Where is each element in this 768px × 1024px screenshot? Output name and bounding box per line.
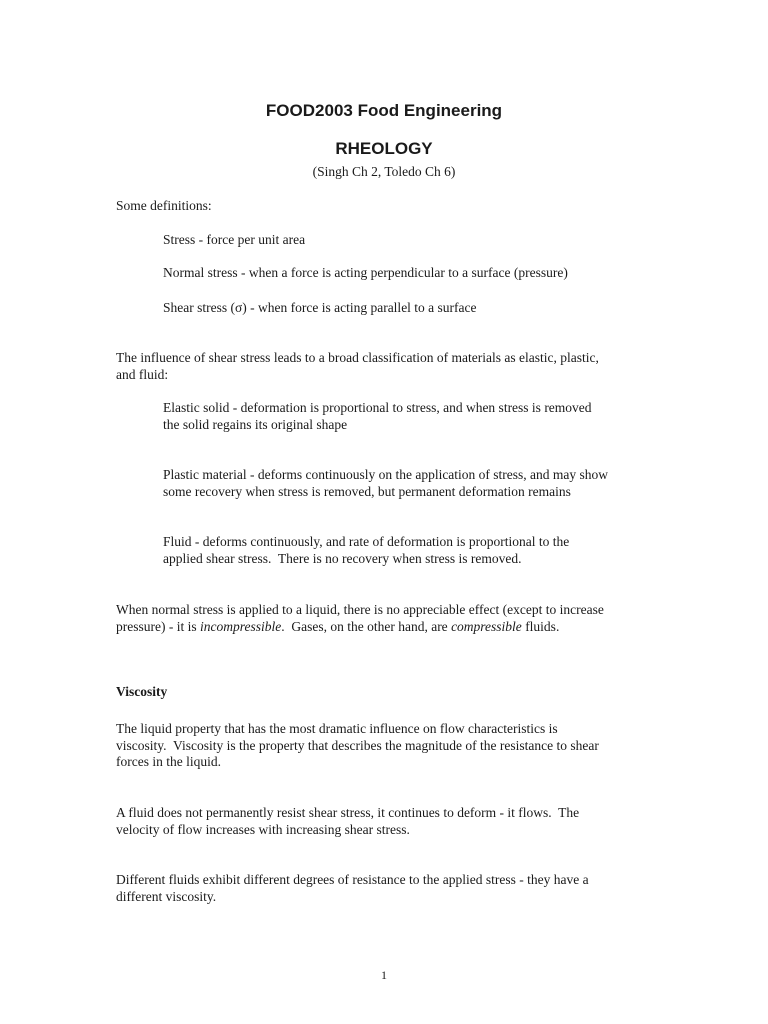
course-title: FOOD2003 Food Engineering [265, 101, 503, 120]
incompressible-term: incompressible [199, 619, 282, 634]
viscosity-p1-line2: viscosity. Viscosity is the property that describes the magnitude of the resistance to shear [116, 738, 599, 753]
fluid-line2: applied shear stress. There is no recovery when stress is removed. [163, 551, 522, 566]
compressibility-line1: When normal stress is applied to a liquid, there is no appreciable effect (except to increase [116, 602, 604, 617]
definition-stress: Stress - force per unit area [163, 232, 306, 247]
page-number: 1 [381, 968, 387, 982]
elastic-solid-line2: the solid regains its original shape [163, 417, 348, 432]
compressible-term: compressible [451, 619, 522, 634]
compressibility-text-a: pressure) - it is [116, 619, 200, 634]
topic-title: RHEOLOGY [335, 139, 433, 158]
fluid-line1: Fluid - deforms continuously, and rate of deformation is proportional to the [163, 534, 570, 549]
classification-intro-line2: and fluid: [116, 367, 169, 382]
viscosity-p2-line2: velocity of flow increases with increasing shear stress. [116, 822, 410, 837]
compressibility-line2 [116, 618, 559, 635]
elastic-solid-line1: Elastic solid - deformation is proportional to stress, and when stress is removed [163, 400, 592, 415]
definition-shear-stress: Shear stress (σ) - when force is acting parallel to a surface [163, 300, 477, 315]
classification-intro-line1: The influence of shear stress leads to a broad classification of materials as elastic, plastic, [116, 350, 599, 365]
plastic-material-line2: some recovery when stress is removed, but permanent deformation remains [163, 484, 571, 499]
definitions-intro: Some definitions: [116, 198, 212, 213]
viscosity-p1-line1: The liquid property that has the most dramatic influence on flow characteristics is [116, 721, 558, 736]
definition-normal-stress: Normal stress - when a force is acting perpendicular to a surface (pressure) [163, 265, 568, 280]
compressibility-text-c: fluids. [521, 619, 560, 634]
viscosity-p1-line3: forces in the liquid. [116, 754, 221, 769]
viscosity-p2-line1: A fluid does not permanently resist shear stress, it continues to deform - it flows. The [116, 805, 580, 820]
plastic-material-line1: Plastic material - deforms continuously on the application of stress, and may show [163, 467, 609, 482]
compressibility-text-b: . Gases, on the other hand, are [281, 619, 452, 634]
references: (Singh Ch 2, Toledo Ch 6) [312, 164, 456, 179]
viscosity-p3-line1: Different fluids exhibit different degrees of resistance to the applied stress - they have a [116, 872, 589, 887]
viscosity-heading: Viscosity [116, 684, 168, 699]
viscosity-p3-line2: different viscosity. [116, 889, 217, 904]
